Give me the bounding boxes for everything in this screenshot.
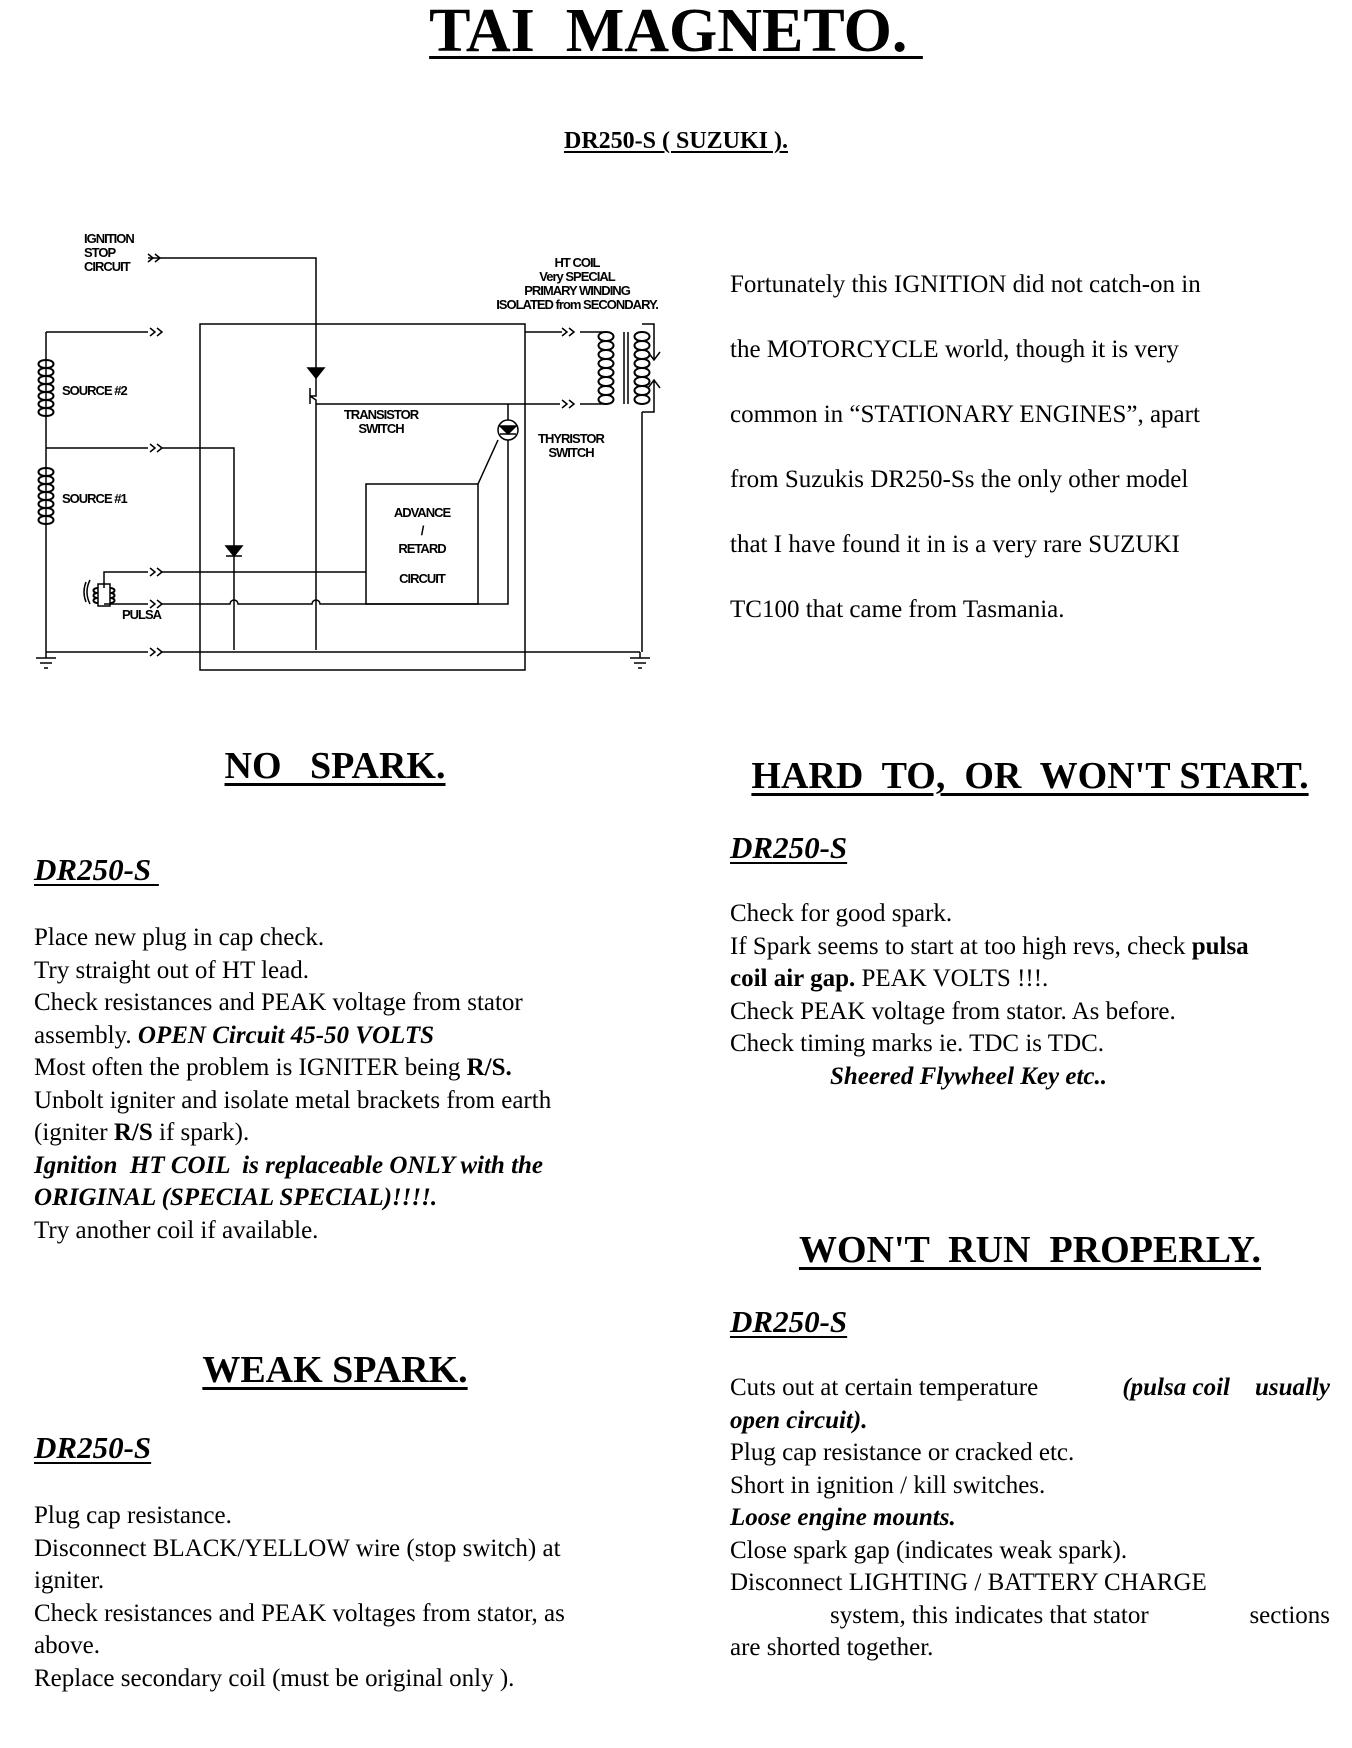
- step-line: igniter.: [34, 1567, 105, 1594]
- label-ignition-stop: IGNITION STOP CIRCUIT: [84, 231, 134, 274]
- no-spark-steps: [34, 922, 674, 1247]
- step-line: above.: [34, 1632, 100, 1659]
- step-line: Loose engine mounts.: [730, 1504, 956, 1531]
- intro-line: Fortunately this IGNITION did not catch-on in: [730, 271, 1201, 298]
- weak-spark-heading: WEAK SPARK.: [202, 1349, 468, 1391]
- page-subtitle: DR250-S ( SUZUKI ).: [563, 128, 788, 154]
- step-line: Unbolt igniter and isolate metal brackets from earth: [34, 1086, 552, 1114]
- step-line: (igniter R/S if spark).: [34, 1119, 250, 1146]
- step-line: open circuit).: [730, 1406, 868, 1434]
- intro-line: TC100 that came from Tasmania.: [730, 596, 1065, 623]
- label-pulsa: PULSA: [122, 607, 162, 622]
- label-advance-retard: ADVANCE / RETARD CIRCUIT: [393, 505, 451, 586]
- label-ht-coil: HT COIL Very SPECIAL PRIMARY WINDING ISOLATED from SECONDARY.: [496, 255, 658, 312]
- label-source-1: SOURCE #1: [62, 491, 127, 506]
- step-line: Plug cap resistance.: [34, 1502, 232, 1529]
- wont-run-model: DR250-S: [730, 1304, 848, 1339]
- intro-line: common in “STATIONARY ENGINES”, apart: [730, 401, 1200, 428]
- step-line: Check PEAK voltage from stator. As before.: [730, 997, 1176, 1025]
- hard-start-heading: HARD TO, OR WON'T START.: [751, 755, 1309, 797]
- step-line: Sheered Flywheel Key etc..: [830, 1062, 1108, 1090]
- step-line: system, this indicates that stator sections: [830, 1601, 1330, 1629]
- step-line: Replace secondary coil (must be original only ).: [34, 1664, 515, 1692]
- step-line: Close spark gap (indicates weak spark).: [730, 1536, 1128, 1564]
- ignition-schematic: [0, 220, 700, 680]
- step-line: Check resistances and PEAK voltage from stator: [34, 989, 523, 1016]
- step-line: Disconnect LIGHTING / BATTERY CHARGE: [730, 1569, 1207, 1596]
- step-line: Check resistances and PEAK voltages from stator, as: [34, 1599, 565, 1627]
- step-line: are shorted together.: [730, 1634, 934, 1661]
- step-line: Short in ignition / kill switches.: [730, 1471, 1046, 1499]
- step-line: Try another coil if available.: [34, 1216, 319, 1244]
- step-line: Check for good spark.: [730, 900, 953, 927]
- wont-run-heading: WON'T RUN PROPERLY.: [798, 1229, 1262, 1271]
- label-source-2: SOURCE #2: [62, 383, 127, 398]
- step-line: Most often the problem is IGNITER being R/S.: [34, 1054, 512, 1081]
- page-title: TAI MAGNETO.: [429, 0, 923, 65]
- weak-spark-steps: [34, 1500, 674, 1695]
- weak-spark-model: DR250-S: [34, 1430, 152, 1465]
- step-line: coil air gap. PEAK VOLTS !!!.: [730, 965, 1049, 992]
- hard-start-steps: [730, 898, 1330, 1093]
- step-line: Try straight out of HT lead.: [34, 956, 309, 984]
- step-line: Disconnect BLACK/YELLOW wire (stop switch) at: [34, 1534, 561, 1562]
- step-line: assembly. OPEN Circuit 45-50 VOLTS: [34, 1021, 435, 1049]
- hard-start-model: DR250-S: [730, 830, 848, 865]
- step-line: If Spark seems to start at too high revs, check pulsa: [730, 932, 1249, 960]
- no-spark-heading: NO SPARK.: [224, 745, 446, 787]
- label-transistor-switch: TRANSISTOR SWITCH: [343, 407, 419, 436]
- wont-run-steps: [730, 1372, 1330, 1665]
- intro-line: the MOTORCYCLE world, though it is very: [730, 336, 1179, 363]
- step-line: Ignition HT COIL is replaceable ONLY with the: [34, 1151, 544, 1179]
- intro-paragraph: [730, 252, 1270, 642]
- step-line: ORIGINAL (SPECIAL SPECIAL)!!!!.: [34, 1184, 438, 1211]
- no-spark-model: DR250-S: [34, 852, 159, 887]
- intro-line: that I have found it in is a very rare SUZUKI: [730, 531, 1180, 558]
- step-line: Cuts out at certain temperature (pulsa coil usually: [730, 1374, 1330, 1401]
- label-thyristor-switch: THYRISTOR SWITCH: [538, 431, 604, 460]
- step-line: Check timing marks ie. TDC is TDC.: [730, 1030, 1105, 1057]
- intro-line: from Suzukis DR250-Ss the only other model: [730, 466, 1189, 493]
- step-line: Place new plug in cap check.: [34, 924, 325, 951]
- step-line: Plug cap resistance or cracked etc.: [730, 1439, 1075, 1466]
